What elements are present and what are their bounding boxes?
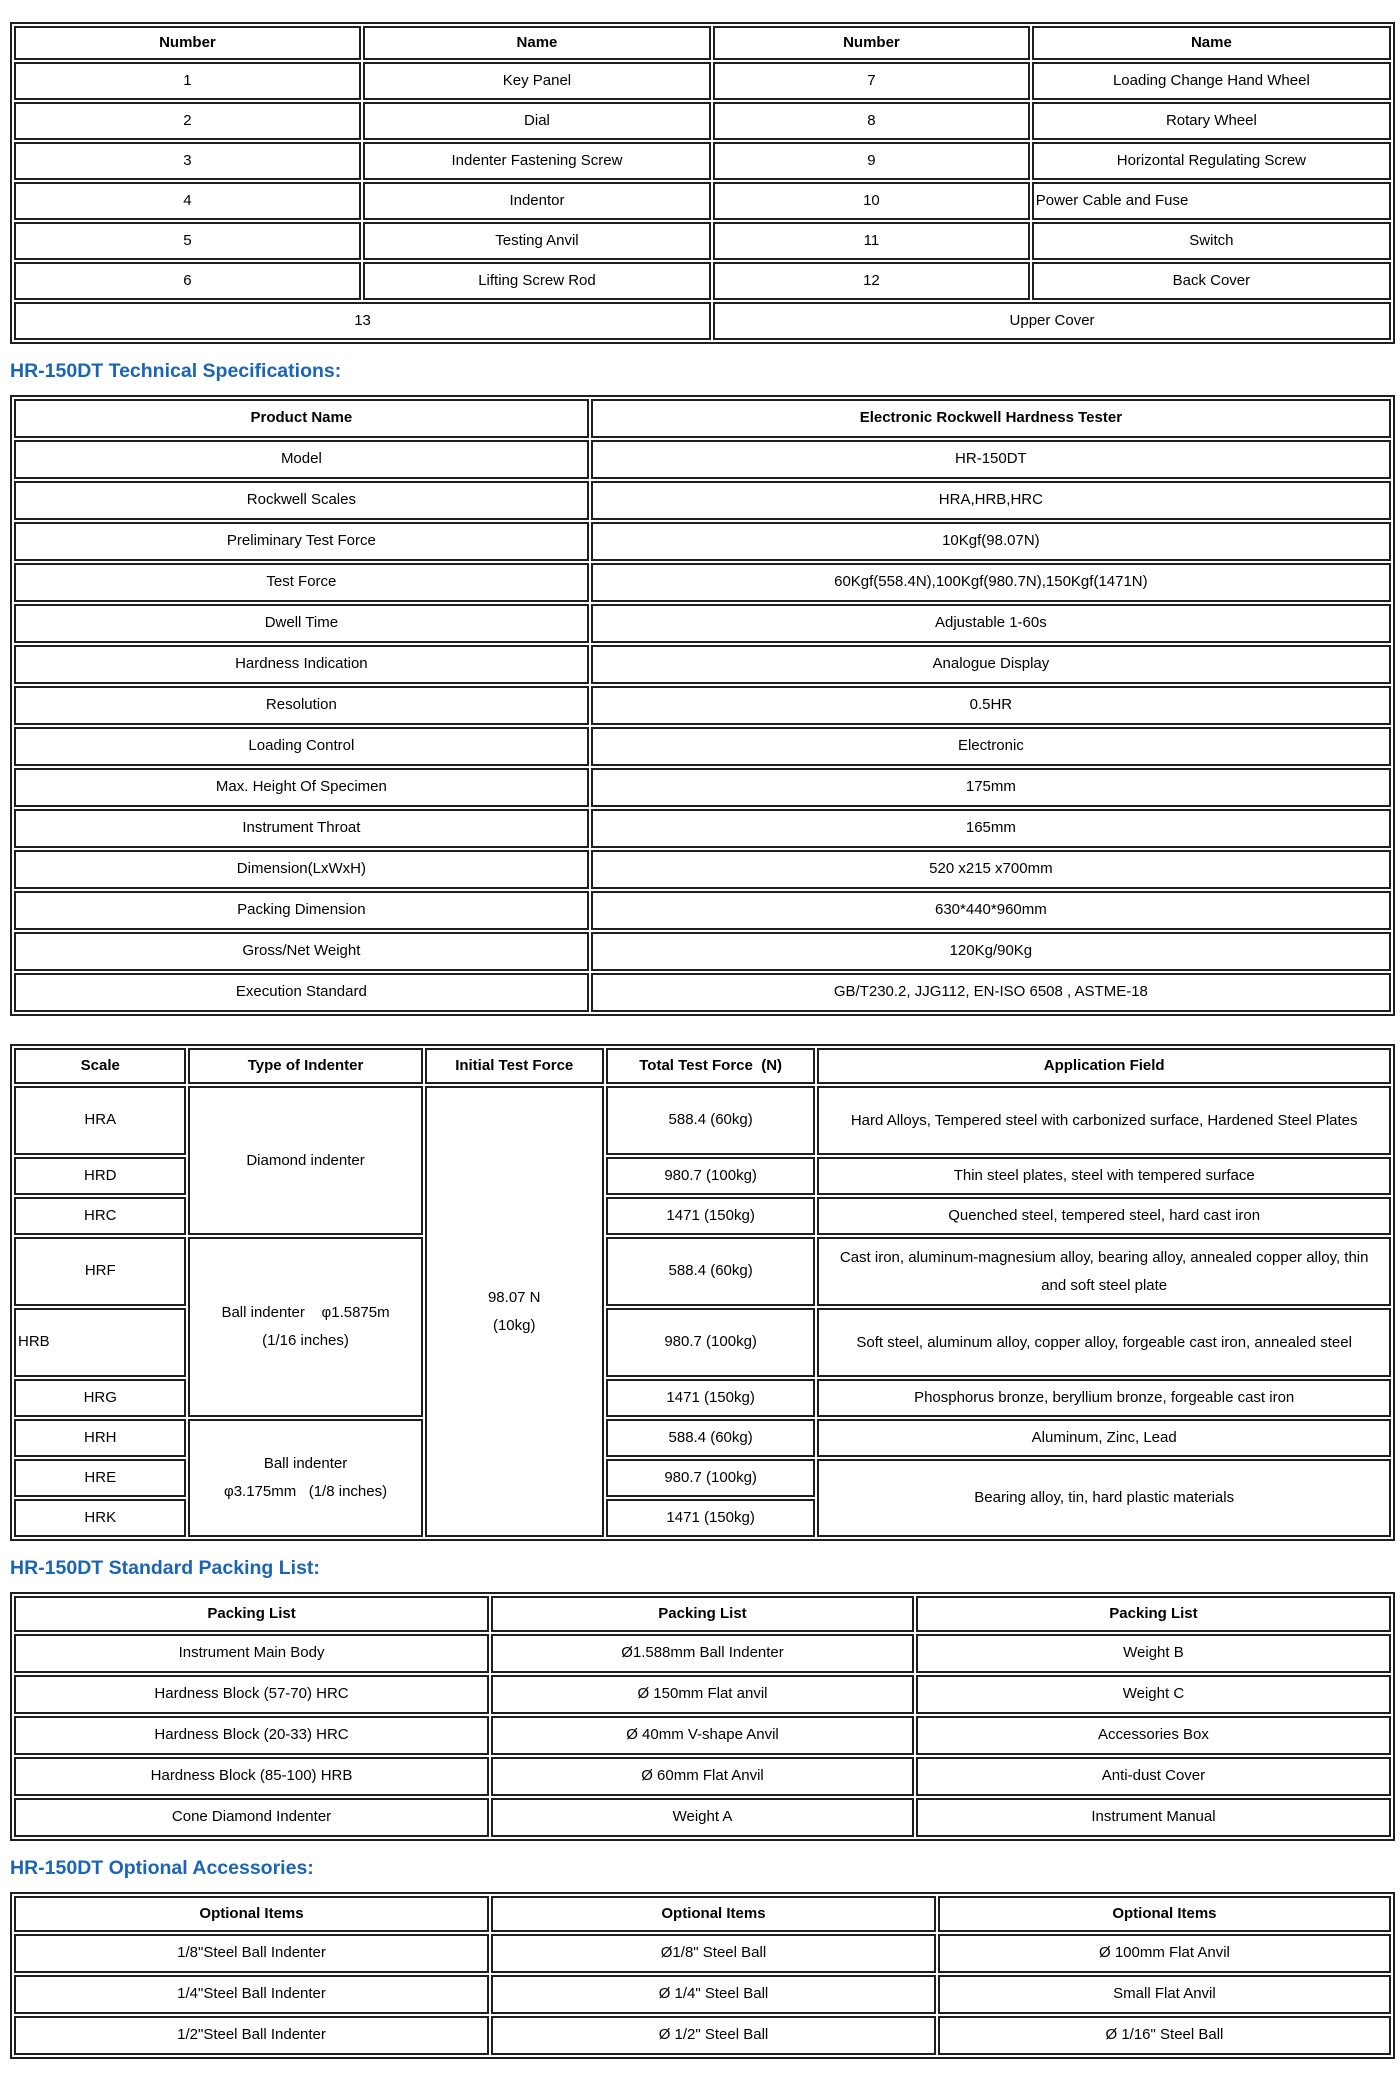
packing-item: Instrument Manual [916,1798,1391,1837]
part-number: 13 [14,302,711,340]
specs-table [10,395,1395,1016]
application-field: Thin steel plates, steel with tempered surface [817,1157,1391,1195]
packing-table [10,1592,1395,1841]
table-row [14,1086,1391,1155]
application-field: Quenched steel, tempered steel, hard cast iron [817,1197,1391,1235]
spec-label: Execution Standard [14,973,589,1012]
part-number: 3 [14,142,361,180]
indenter-type [188,1419,422,1537]
application-field: Hard Alloys, Tempered steel with carbonized surface, Hardened Steel Plates [817,1086,1391,1155]
spec-value: GB/T230.2, JJG112, EN-ISO 6508 , ASTME-18 [591,973,1391,1012]
table-row [14,2016,1391,2055]
table-row [14,1716,1391,1755]
scale-header-application: Application Field [817,1048,1391,1084]
part-number: 6 [14,262,361,300]
scale-table [10,1044,1395,1541]
spec-value: 0.5HR [591,686,1391,725]
part-number: 10 [713,182,1030,220]
spec-label: Rockwell Scales [14,481,589,520]
table-row [14,1634,1391,1673]
part-name: Indentor [363,182,711,220]
total-test-force: 980.7 (100kg) [606,1157,815,1195]
section-heading-optional: HR-150DT Optional Accessories: [10,1857,314,1879]
part-name: Dial [363,102,711,140]
table-row [14,1975,1391,2014]
total-test-force: 1471 (150kg) [606,1499,815,1537]
part-name: Rotary Wheel [1032,102,1391,140]
spec-label: Preliminary Test Force [14,522,589,561]
spec-label: Hardness Indication [14,645,589,684]
part-name: Switch [1032,222,1391,260]
table-row [14,645,1391,684]
indenter-line2: φ3.175mm (1/8 inches) [223,1483,388,1500]
indenter-type [188,1237,422,1417]
application-field: Bearing alloy, tin, hard plastic materials [817,1459,1391,1537]
optional-item: Ø 1/4" Steel Ball [491,1975,936,2014]
packing-item: Hardness Block (85-100) HRB [14,1757,489,1796]
part-number: 12 [713,262,1030,300]
table-row [14,182,1391,220]
table-row [14,222,1391,260]
optional-header: Optional Items [14,1896,489,1932]
spec-value: 630*440*960mm [591,891,1391,930]
spec-value: HRA,HRB,HRC [591,481,1391,520]
table-row [14,686,1391,725]
part-name: Loading Change Hand Wheel [1032,62,1391,100]
part-name: Testing Anvil [363,222,711,260]
part-name: Upper Cover [713,302,1391,340]
table-row [14,399,1391,438]
table-row [14,932,1391,971]
total-test-force: 980.7 (100kg) [606,1459,815,1497]
table-row [14,850,1391,889]
optional-item: Small Flat Anvil [938,1975,1391,2014]
packing-item: Anti-dust Cover [916,1757,1391,1796]
table-row [14,62,1391,100]
table-row [14,1798,1391,1837]
optional-header: Optional Items [491,1896,936,1932]
spec-value: 175mm [591,768,1391,807]
scale-name: HRF [14,1237,186,1306]
packing-item: Hardness Block (20-33) HRC [14,1716,489,1755]
packing-item: Weight A [491,1798,914,1837]
section-heading-specs: HR-150DT Technical Specifications: [10,360,342,382]
part-number: 4 [14,182,361,220]
scale-header-initial-force: Initial Test Force [425,1048,604,1084]
total-test-force: 588.4 (60kg) [606,1419,815,1457]
table-row [14,522,1391,561]
optional-item: Ø 100mm Flat Anvil [938,1934,1391,1973]
total-test-force: 1471 (150kg) [606,1379,815,1417]
scale-name: HRG [14,1379,186,1417]
parts-header-name-2: Name [1032,26,1391,60]
part-number: 9 [713,142,1030,180]
spacer [10,1016,1395,1044]
table-row [14,768,1391,807]
parts-header-number-1: Number [14,26,361,60]
optional-header: Optional Items [938,1896,1391,1932]
spec-label: Model [14,440,589,479]
spec-label: Dwell Time [14,604,589,643]
table-row [14,262,1391,300]
optional-item: Ø 1/16" Steel Ball [938,2016,1391,2055]
scale-name: HRH [14,1419,186,1457]
spec-label: Loading Control [14,727,589,766]
parts-table [10,22,1395,344]
indenter-line2: (1/16 inches) [262,1332,349,1349]
application-field: Aluminum, Zinc, Lead [817,1419,1391,1457]
part-number: 8 [713,102,1030,140]
table-row [14,102,1391,140]
table-row [14,440,1391,479]
packing-item: Ø 40mm V-shape Anvil [491,1716,914,1755]
initial-force-kg: (10kg) [492,1316,536,1334]
spec-label: Packing Dimension [14,891,589,930]
application-field: Phosphorus bronze, beryllium bronze, forgeable cast iron [817,1379,1391,1417]
spec-value: Adjustable 1-60s [591,604,1391,643]
part-number: 1 [14,62,361,100]
spec-value: Analogue Display [591,645,1391,684]
spec-label: Gross/Net Weight [14,932,589,971]
total-test-force: 588.4 (60kg) [606,1086,815,1155]
optional-item: Ø1/8" Steel Ball [491,1934,936,1973]
optional-item: 1/2"Steel Ball Indenter [14,2016,489,2055]
packing-item: Accessories Box [916,1716,1391,1755]
total-test-force: 1471 (150kg) [606,1197,815,1235]
table-row [14,142,1391,180]
packing-item: Ø 150mm Flat anvil [491,1675,914,1714]
part-name: Lifting Screw Rod [363,262,711,300]
spec-value: 520 x215 x700mm [591,850,1391,889]
part-number: 11 [713,222,1030,260]
spec-label: Max. Height Of Specimen [14,768,589,807]
scale-name: HRB [14,1308,186,1377]
optional-item: Ø 1/2" Steel Ball [491,2016,936,2055]
packing-item: Ø 60mm Flat Anvil [491,1757,914,1796]
packing-item: Weight C [916,1675,1391,1714]
section-heading-packing: HR-150DT Standard Packing List: [10,1557,320,1579]
application-field: Soft steel, aluminum alloy, copper alloy, forgeable cast iron, annealed steel [817,1308,1391,1377]
table-row [14,1934,1391,1973]
optional-table [10,1892,1395,2059]
scale-header-total-force: Total Test Force (N) [606,1048,815,1084]
spec-label: Instrument Throat [14,809,589,848]
parts-header-name-1: Name [363,26,711,60]
initial-test-force [425,1086,604,1537]
spec-value: 10Kgf(98.07N) [591,522,1391,561]
packing-header: Packing List [916,1596,1391,1632]
packing-item: Ø1.588mm Ball Indenter [491,1634,914,1673]
table-row [14,973,1391,1012]
scale-header-scale: Scale [14,1048,186,1084]
table-row [14,1419,1391,1457]
part-name: Power Cable and Fuse [1032,182,1391,220]
spec-value: HR-150DT [591,440,1391,479]
spec-label: Product Name [14,399,589,438]
scale-name: HRE [14,1459,186,1497]
application-field: Cast iron, aluminum-magnesium alloy, bearing alloy, annealed copper alloy, thin and soft steel plate [817,1237,1391,1306]
scale-name: HRA [14,1086,186,1155]
spec-label: Resolution [14,686,589,725]
table-row [14,481,1391,520]
packing-item: Instrument Main Body [14,1634,489,1673]
table-row [14,891,1391,930]
table-row [14,1757,1391,1796]
total-test-force: 588.4 (60kg) [606,1237,815,1306]
part-number: 5 [14,222,361,260]
part-name: Horizontal Regulating Screw [1032,142,1391,180]
total-test-force: 980.7 (100kg) [606,1308,815,1377]
table-row [14,1675,1391,1714]
scale-header-indenter: Type of Indenter [188,1048,422,1084]
optional-item: 1/4"Steel Ball Indenter [14,1975,489,2014]
indenter-line1: Ball indenter φ1.5875m [221,1304,390,1322]
scale-name: HRD [14,1157,186,1195]
spec-value: Electronic Rockwell Hardness Tester [591,399,1391,438]
part-name: Back Cover [1032,262,1391,300]
spec-label: Test Force [14,563,589,602]
packing-item: Weight B [916,1634,1391,1673]
table-row [14,809,1391,848]
table-row [14,563,1391,602]
table-row [14,1237,1391,1306]
table-row [14,604,1391,643]
indenter-type: Diamond indenter [188,1086,422,1235]
table-row [14,302,1391,340]
spec-value: 165mm [591,809,1391,848]
packing-header: Packing List [491,1596,914,1632]
parts-header-number-2: Number [713,26,1030,60]
part-name: Key Panel [363,62,711,100]
scale-name: HRK [14,1499,186,1537]
optional-item: 1/8"Steel Ball Indenter [14,1934,489,1973]
spec-label: Dimension(LxWxH) [14,850,589,889]
table-row [14,727,1391,766]
scale-name: HRC [14,1197,186,1235]
packing-header: Packing List [14,1596,489,1632]
packing-item: Cone Diamond Indenter [14,1798,489,1837]
spec-document [10,22,1395,2059]
part-name: Indenter Fastening Screw [363,142,711,180]
part-number: 2 [14,102,361,140]
spec-value: 60Kgf(558.4N),100Kgf(980.7N),150Kgf(1471N) [591,563,1391,602]
indenter-line1: Ball indenter [263,1455,348,1473]
packing-item: Hardness Block (57-70) HRC [14,1675,489,1714]
part-number: 7 [713,62,1030,100]
initial-force-value: 98.07 N [487,1288,541,1306]
spec-value: 120Kg/90Kg [591,932,1391,971]
spec-value: Electronic [591,727,1391,766]
